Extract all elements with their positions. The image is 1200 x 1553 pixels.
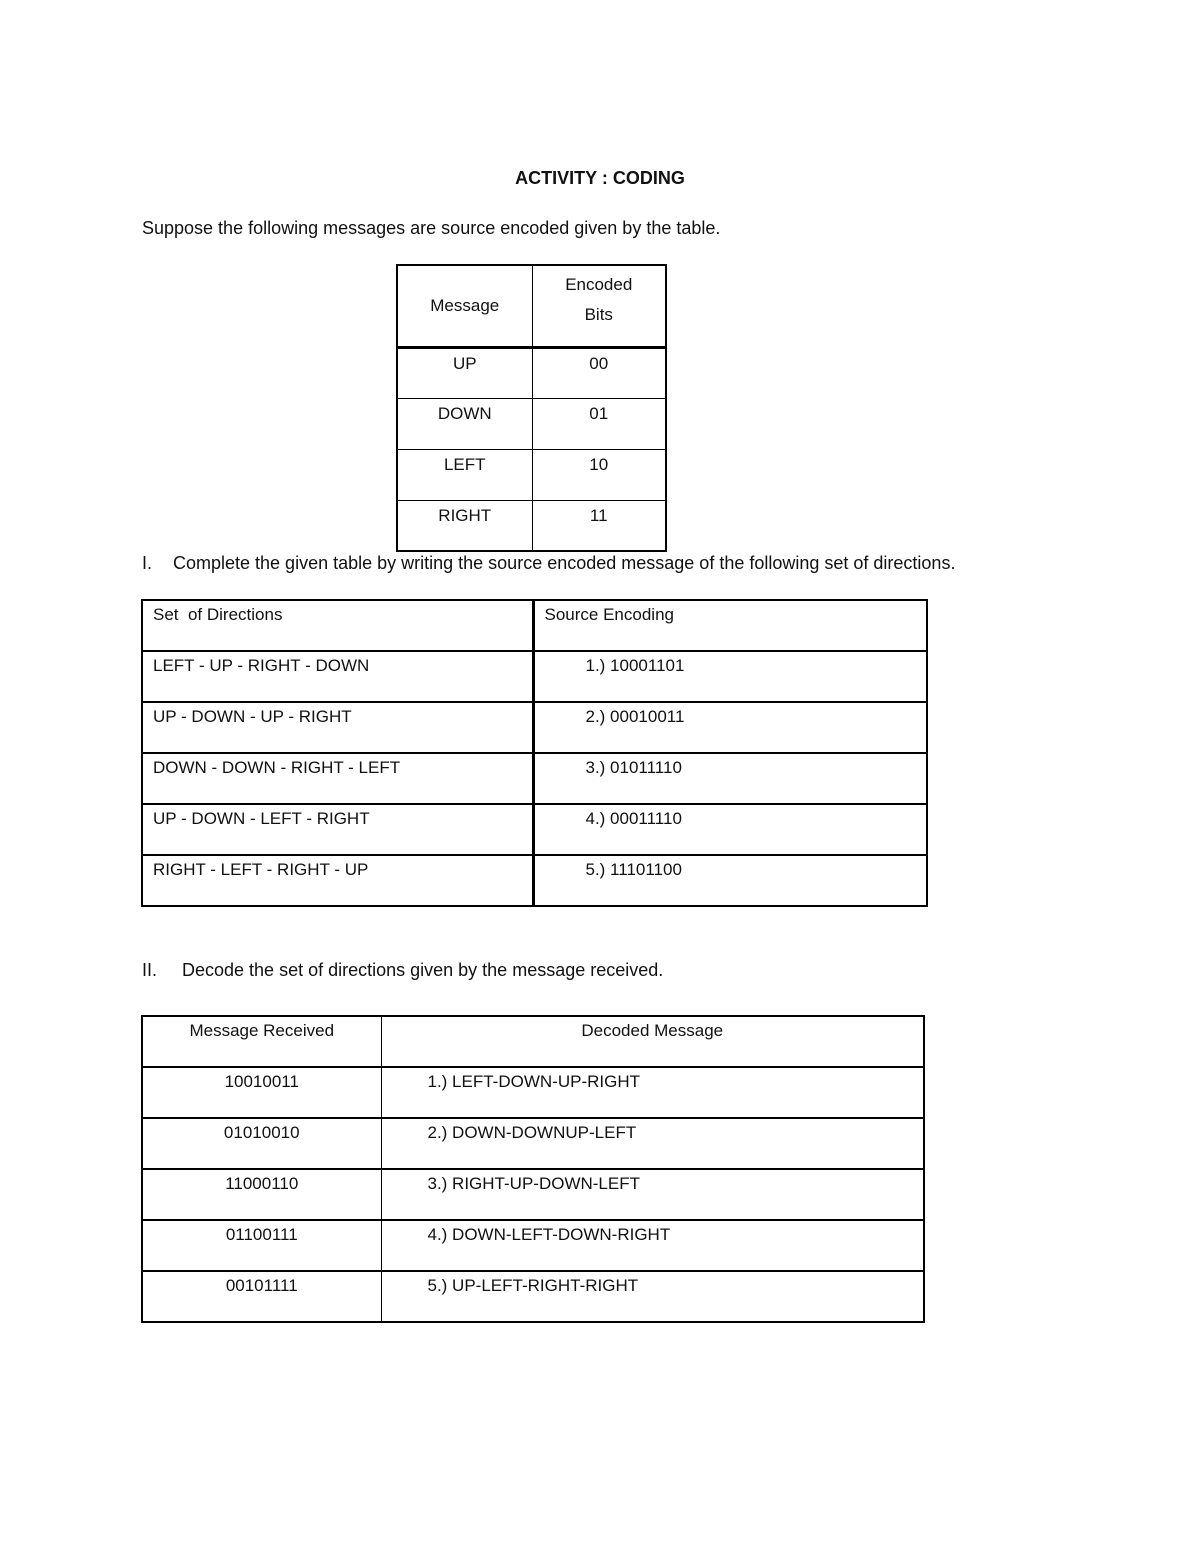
code-table-header-row bbox=[397, 265, 666, 347]
code-table-message: RIGHT bbox=[397, 500, 532, 551]
decoding-table-row bbox=[142, 1118, 924, 1169]
decoding-answer: 4.) DOWN-LEFT-DOWN-RIGHT bbox=[381, 1220, 924, 1271]
encoding-directions: LEFT - UP - RIGHT - DOWN bbox=[142, 651, 533, 702]
code-table-header-encoded bbox=[532, 265, 666, 347]
part2-heading bbox=[142, 960, 663, 981]
encoding-header-directions: Set of Directions bbox=[142, 600, 533, 651]
decoding-table bbox=[141, 1015, 925, 1323]
code-table-message: LEFT bbox=[397, 449, 532, 500]
decoding-table-header-row bbox=[142, 1016, 924, 1067]
code-table-row bbox=[397, 347, 666, 398]
code-table-header-encoded-line1: Encoded bbox=[565, 275, 633, 294]
code-table-bits: 00 bbox=[532, 347, 666, 398]
encoding-answer: 4.) 00011110 bbox=[533, 804, 927, 855]
decoding-answer: 2.) DOWN-DOWNUP-LEFT bbox=[381, 1118, 924, 1169]
encoding-table-row bbox=[142, 804, 927, 855]
encoding-table bbox=[141, 599, 928, 907]
code-table-row bbox=[397, 449, 666, 500]
encoding-answer: 2.) 00010011 bbox=[533, 702, 927, 753]
code-table-row bbox=[397, 500, 666, 551]
part2-numeral: II. bbox=[142, 960, 158, 980]
encoding-directions: RIGHT - LEFT - RIGHT - UP bbox=[142, 855, 533, 906]
decoding-answer: 3.) RIGHT-UP-DOWN-LEFT bbox=[381, 1169, 924, 1220]
encoding-table-row bbox=[142, 753, 927, 804]
code-table-header-message: Message bbox=[397, 265, 532, 347]
encoding-table-row bbox=[142, 651, 927, 702]
encoding-table-header-row bbox=[142, 600, 927, 651]
decoding-answer: 5.) UP-LEFT-RIGHT-RIGHT bbox=[381, 1271, 924, 1322]
decoding-received: 01100111 bbox=[142, 1220, 381, 1271]
code-table bbox=[396, 264, 667, 552]
decoding-received: 10010011 bbox=[142, 1067, 381, 1118]
encoding-header-source: Source Encoding bbox=[533, 600, 927, 651]
code-table-bits: 10 bbox=[532, 449, 666, 500]
encoding-answer: 5.) 11101100 bbox=[533, 855, 927, 906]
decoding-table-row bbox=[142, 1169, 924, 1220]
decoding-received: 01010010 bbox=[142, 1118, 381, 1169]
encoding-answer: 1.) 10001101 bbox=[533, 651, 927, 702]
part1-numeral: I. bbox=[142, 553, 153, 573]
encoding-directions: DOWN - DOWN - RIGHT - LEFT bbox=[142, 753, 533, 804]
decoding-received: 00101111 bbox=[142, 1271, 381, 1322]
code-table-bits: 01 bbox=[532, 398, 666, 449]
decoding-header-decoded: Decoded Message bbox=[381, 1016, 924, 1067]
code-table-message: DOWN bbox=[397, 398, 532, 449]
page-title: ACTIVITY : CODING bbox=[515, 168, 685, 188]
decoding-table-row bbox=[142, 1271, 924, 1322]
code-table-bits: 11 bbox=[532, 500, 666, 551]
intro-text: Suppose the following messages are source encoded given by the table. bbox=[142, 218, 721, 238]
encoding-table-row bbox=[142, 855, 927, 906]
decoding-header-received: Message Received bbox=[142, 1016, 381, 1067]
decoding-answer: 1.) LEFT-DOWN-UP-RIGHT bbox=[381, 1067, 924, 1118]
encoding-directions: UP - DOWN - LEFT - RIGHT bbox=[142, 804, 533, 855]
part2-instruction: Decode the set of directions given by the message received. bbox=[182, 960, 664, 980]
part1-instruction: Complete the given table by writing the source encoded message of the following set of directions. bbox=[173, 553, 956, 573]
encoding-answer: 3.) 01011110 bbox=[533, 753, 927, 804]
encoding-directions: UP - DOWN - UP - RIGHT bbox=[142, 702, 533, 753]
decoding-received: 11000110 bbox=[142, 1169, 381, 1220]
part1-heading bbox=[142, 553, 955, 574]
code-table-message: UP bbox=[397, 347, 532, 398]
encoding-table-row bbox=[142, 702, 927, 753]
code-table-header-encoded-line2: Bits bbox=[584, 305, 613, 324]
code-table-row bbox=[397, 398, 666, 449]
decoding-table-row bbox=[142, 1067, 924, 1118]
decoding-table-row bbox=[142, 1220, 924, 1271]
